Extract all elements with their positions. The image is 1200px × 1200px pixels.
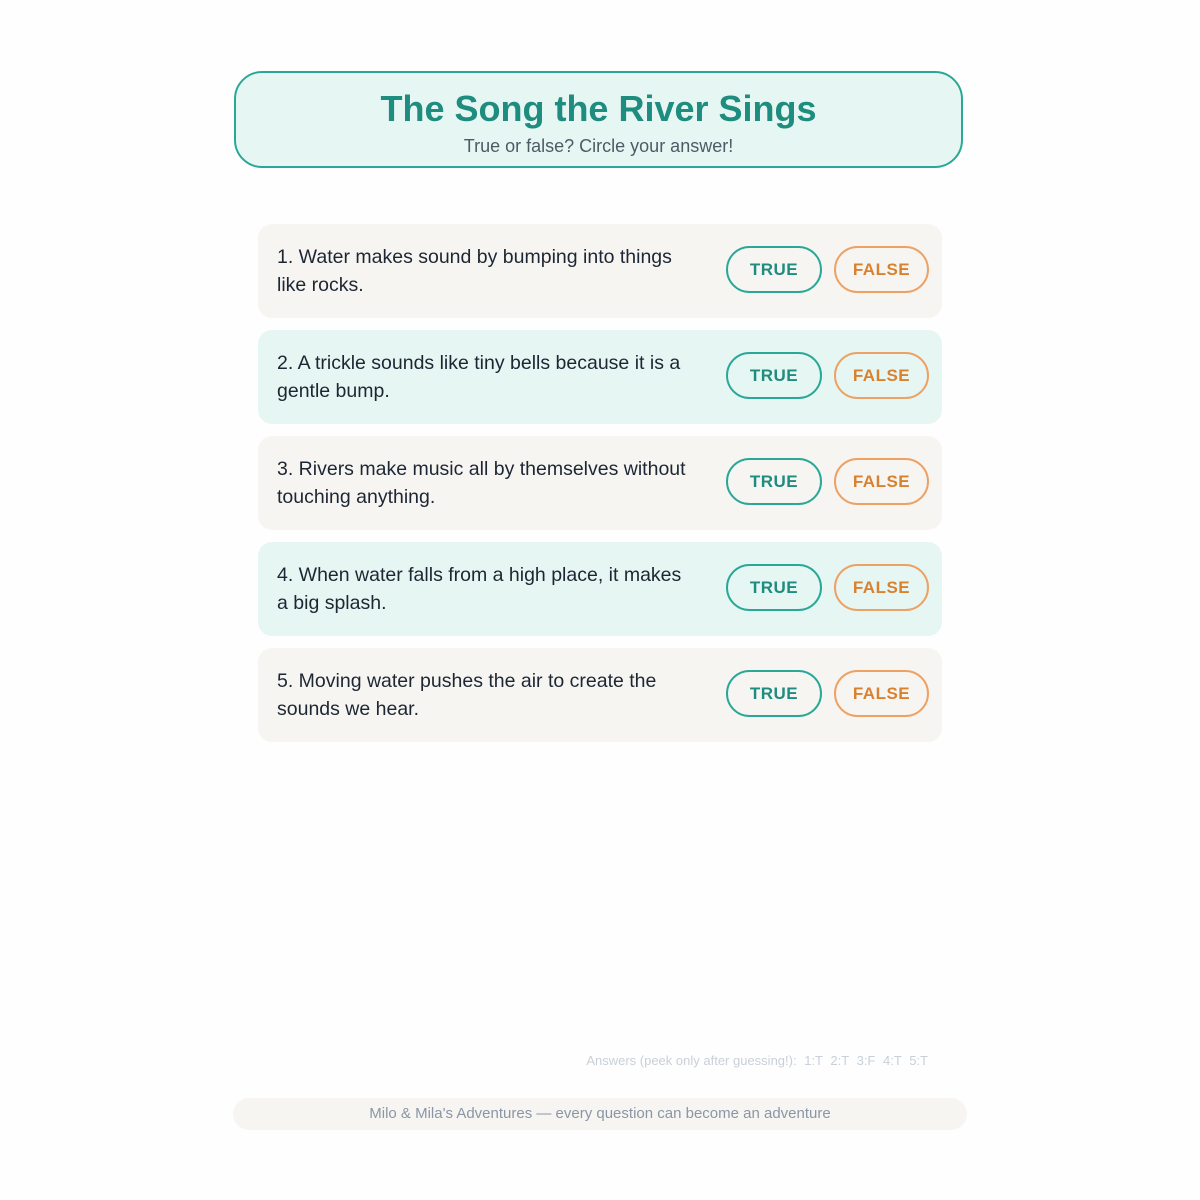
true-button[interactable]: TRUE bbox=[726, 564, 822, 611]
footer-text: Milo & Mila's Adventures — every question can become an adventure bbox=[369, 1105, 831, 1122]
question-list bbox=[258, 224, 942, 754]
question-text: 3. Rivers make music all by themselves without touching anything. bbox=[277, 458, 686, 508]
false-button[interactable]: FALSE bbox=[834, 352, 929, 399]
answer-5: 5:T bbox=[909, 1053, 928, 1068]
page-title: The Song the River Sings bbox=[380, 88, 817, 129]
answer-key bbox=[582, 1053, 928, 1068]
false-button[interactable]: FALSE bbox=[834, 458, 929, 505]
true-button[interactable]: TRUE bbox=[726, 246, 822, 293]
false-button[interactable]: FALSE bbox=[834, 246, 929, 293]
question-row-4 bbox=[258, 542, 942, 636]
true-button[interactable]: TRUE bbox=[726, 352, 822, 399]
question-text: 2. A trickle sounds like tiny bells because it is a gentle bump. bbox=[277, 352, 681, 402]
question-text: 1. Water makes sound by bumping into things like rocks. bbox=[277, 246, 672, 296]
answer-3: 3:F bbox=[856, 1053, 876, 1068]
answer-4: 4:T bbox=[883, 1053, 902, 1068]
true-button[interactable]: TRUE bbox=[726, 670, 822, 717]
question-row-5 bbox=[258, 648, 942, 742]
answer-1: 1:T bbox=[804, 1053, 823, 1068]
question-row-1 bbox=[258, 224, 942, 318]
question-text: 4. When water falls from a high place, it makes a big splash. bbox=[277, 564, 682, 614]
question-text: 5. Moving water pushes the air to create the sounds we hear. bbox=[277, 670, 657, 720]
false-button[interactable]: FALSE bbox=[834, 670, 929, 717]
true-button[interactable]: TRUE bbox=[726, 458, 822, 505]
false-button[interactable]: FALSE bbox=[834, 564, 929, 611]
worksheet-header bbox=[234, 71, 963, 168]
question-row-2 bbox=[258, 330, 942, 424]
answer-key-label: Answers (peek only after guessing!): bbox=[586, 1053, 797, 1068]
page-subtitle: True or false? Circle your answer! bbox=[463, 136, 734, 156]
question-row-3 bbox=[258, 436, 942, 530]
footer-banner bbox=[233, 1098, 967, 1130]
answer-2: 2:T bbox=[830, 1053, 849, 1068]
